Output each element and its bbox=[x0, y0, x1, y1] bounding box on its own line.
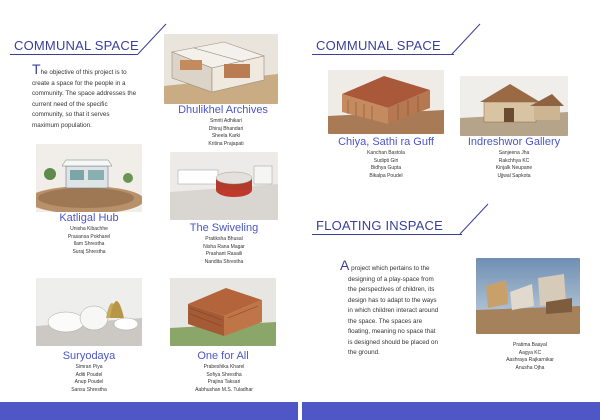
photo-katligal-hub bbox=[36, 144, 142, 212]
communal-intro-text: The objective of this project is to create a space for the people in a community. The space addresses the current need of the specific community, so that it serves maximum population. bbox=[32, 61, 137, 129]
photo-the-swiveling bbox=[170, 152, 278, 220]
members-swiveling: Pratiksha Bhusal Nisha Rana Magar Prashant Rasaili Nandita Shrestha bbox=[203, 236, 245, 265]
intro-dropcap: T bbox=[32, 61, 41, 77]
members-one-for-all: Prabeshika Kharel Sofiya Shrestha Prajina Taksari Aabhushan M.S. Tuladhar bbox=[195, 364, 253, 393]
project-title-suryodaya: Suryodaya bbox=[62, 350, 116, 362]
project-title-swiveling: The Swiveling bbox=[189, 222, 259, 234]
title-underline bbox=[312, 234, 462, 235]
members-chiya: Kanchan Bastola Sudipti Giri Bidhya Gupta Bikalpa Poudel bbox=[367, 150, 405, 179]
members-katligal: Unisha Kibachhe Prasansa Pokharel Ilam Shrestha Suraj Shrestha bbox=[67, 226, 111, 255]
photo-suryodaya bbox=[36, 278, 142, 346]
floating-intro-text: A project which pertains to the designing of a play-space from the perspectives of children, its design has to adapt to the ways in which children interact around the space. The spaces are floating, meaning no space that is designed should be placed on the ground. bbox=[340, 257, 439, 356]
section-title-communal-left: COMMUNAL SPACE bbox=[14, 38, 139, 53]
project-title-one-for-all: One for All bbox=[197, 350, 249, 362]
project-title-chiya: Chiya, Sathi ra Guff bbox=[338, 136, 434, 148]
photo-one-for-all bbox=[170, 278, 276, 346]
footer-divider bbox=[298, 402, 302, 420]
project-title-dhulikhel: Dhulikhel Archives bbox=[178, 104, 268, 116]
right-page bbox=[300, 0, 600, 400]
title-underline bbox=[312, 54, 454, 55]
photo-dhulikhel-archives bbox=[164, 34, 278, 104]
section-title-communal-right: COMMUNAL SPACE bbox=[316, 38, 441, 53]
members-floating-inspace: Pratima Baayal Aagya KC Aashraya Rajkarnikar Anusha Ojha bbox=[506, 342, 554, 371]
project-title-katligal: Katligal Hub bbox=[59, 212, 119, 224]
title-slash-line bbox=[452, 202, 492, 236]
members-dhulikhel: Smriti Adhikari Dhiraj Bhandari Sheela Karki Kritina Prajapati bbox=[208, 118, 244, 147]
photo-floating-inspace bbox=[476, 258, 580, 334]
photo-indreshwor-gallery bbox=[460, 76, 568, 136]
title-underline bbox=[10, 54, 138, 55]
project-title-indreshwor: Indreshwor Gallery bbox=[467, 136, 561, 148]
section-title-floating-inspace: FLOATING INSPACE bbox=[316, 218, 443, 233]
members-suryodaya: Simran Piya Aditi Poudel Anup Poudel Sansu Shrestha bbox=[71, 364, 107, 393]
members-indreshwor: Sanjeena Jha Rakchhya KC Kinjalk Neupane Ujjwal Sapkota bbox=[495, 150, 533, 179]
intro-dropcap: A bbox=[340, 257, 350, 273]
left-page bbox=[0, 0, 300, 400]
title-slash-line bbox=[444, 22, 484, 56]
photo-chiya-sathi-ra-guff bbox=[328, 70, 444, 134]
